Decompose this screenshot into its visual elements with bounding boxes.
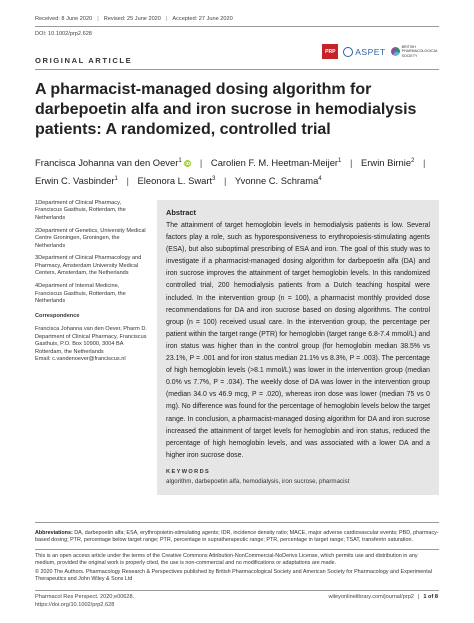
header-rule <box>35 26 439 27</box>
author[interactable]: Erwin Birnie$^2$ <box>361 157 415 169</box>
aspet-logo-text: ASPET <box>355 46 386 57</box>
keywords-list: algorithm, darbepoetin alfa, hemodialysis, iron sucrose, pharmacist <box>166 477 350 485</box>
correspondence-email[interactable]: Email: c.vandenoever@franciscus.nl <box>35 355 126 362</box>
section-rule <box>35 522 439 523</box>
footer-citation <box>35 594 134 609</box>
article-title: A pharmacist-managed dosing algorithm for darbepoetin alfa and iron sucrose in hemodialysis patients: A randomized, controlled trial <box>35 81 417 138</box>
publisher-logos <box>322 44 438 59</box>
article-type: ORIGINAL ARTICLE <box>35 56 133 65</box>
doi[interactable]: DOI: 10.1002/prp2.628 <box>35 31 92 37</box>
bps-logo-text: BRITISH PHARMACOLOGICAL SOCIETY <box>401 45 438 58</box>
separator: | <box>417 594 420 600</box>
article-dates <box>35 16 233 22</box>
correspondence-address: Francisca Johanna van den Oever, Pharm D. Department of Clinical Pharmacy, Franciscus Gasthuis, P.O. Box 10900, 3004 BA Rotterdam, the Netherlands <box>35 326 147 355</box>
page-number: 1 of 8 <box>423 594 438 600</box>
section-rule <box>35 549 439 550</box>
revised-date: Revised: 25 June 2020 <box>103 16 161 22</box>
doi-link[interactable]: https://doi.org/10.1002/prp2.628 <box>35 601 115 608</box>
copyright-statement: © 2020 The Authors. Pharmacology Research & Perspectives published by British Pharmacological Society and American Society for Pharmacology and Experimental Therapeutics and John Wiley & Sons Ltd <box>35 569 432 583</box>
abstract-heading: Abstract <box>166 208 196 217</box>
accepted-date: Accepted: 27 June 2020 <box>172 16 233 22</box>
journal-site-link[interactable]: wileyonlinelibrary.com/journal/prp2 <box>328 594 414 600</box>
author-list <box>35 153 445 189</box>
author[interactable]: Yvonne C. Schrama$^4$ <box>234 175 322 187</box>
keywords-heading: KEYWORDS <box>166 468 211 475</box>
affiliation: 1Department of Clinical Pharmacy, Franciscus Gasthuis, Rotterdam, the Netherlands <box>35 200 126 221</box>
prp-logo: PRP <box>322 44 338 59</box>
abstract-text: The attainment of target hemoglobin levels in hemodialysis patients is low. Several factors play a role, such as hyporesponsiveness to erythropoiesis-stimulating agents (ESA), but also suboptimal prescribing of ESA and iron. The goal of this study was to investigate if a pharmacist-managed dosing algorithm for darbepoetin alfa (DA) and iron sucrose improves the attainment of target hemoglobin levels. In this randomized controlled trial, 200 hemodialysis patients from a Dutch teaching hospital were included. In the intervention group (n = 100), a pharmacist monthly provided dose recommendations for DA and iron sucrose based on dosing algorithms. The control group (n = 100) received usual care. In the intervention group, the percentage per patient within the target range (PTR) for hemoglobin (target range 6.8-7.4 mmol/L) and iron status was higher than in the control group (for hemoglobin median 38.5% vs 23.1%, P = .001 and for iron status median 21.1% vs 8.3%, P = .003). The percentage of high hemoglobin levels (>8.1 mmol/L) was lower in the intervention group (median 0.0% vs 7.7%, P = .034). The weekly dose of DA was lower in the intervention group (median 34.0 vs 46.9 mcg, P = .020), whereas iron dose was lower (median 75 vs 0 mg). No difference was found for the percentage of hemoglobin levels below the target range. In conclusion, a pharmacist-managed dosing algorithm for DA and iron sucrose increased the attainment of target levels for hemoglobin and iron status, reduced the percentage of high hemoglobin levels, and was associated with a lower DA and a higher iron sucrose dose. <box>166 222 430 459</box>
orcid-icon[interactable]: iD <box>185 161 191 167</box>
author[interactable]: Eleonora L. Swart$^3$ <box>137 175 216 187</box>
bps-mark-icon <box>391 47 400 56</box>
affiliation: 3Department of Clinical Pharmacology and Pharmacy, Amsterdam University Medical Centers, Amsterdam, the Netherlands <box>35 255 142 277</box>
separator: | <box>224 175 227 187</box>
separator: | <box>199 157 203 169</box>
separator: | <box>97 16 99 22</box>
journal-citation: Pharmacol Res Perspect. 2020;e00628. <box>35 594 135 600</box>
affiliation: 4Department of Internal Medicine, Franciscus Gasthuis, Rotterdam, the Netherlands <box>35 283 126 304</box>
affiliations <box>35 200 147 369</box>
footer-page-info <box>329 594 438 600</box>
aspet-logo <box>343 47 385 57</box>
abbreviations: Abbreviations: DA, darbepoetin alfa; ESA, erythropoietin-stimulating agents; IDR, incidence density ratio; MACE, major adverse cardiovascular events; PBD, pharmacy-based dosing; PTR, percentage below target range; PTR, percentage in supratherapeutic range; PTR, percentage in target range; TSAT, transferrin saturation. <box>35 530 439 544</box>
kicker-rule <box>35 69 439 70</box>
author[interactable]: Francisca Johanna van den Oever$^1$ <box>35 157 182 169</box>
separator: | <box>126 175 129 187</box>
abstract-box <box>157 200 439 495</box>
affiliation: 2Department of Genetics, University Medical Centre Groningen, Groningen, the Netherlands <box>35 227 146 249</box>
separator: | <box>350 157 353 169</box>
separator: | <box>423 157 426 169</box>
author[interactable]: Erwin C. Vasbinder$^1$ <box>35 175 118 187</box>
author[interactable]: Carolien F. M. Heetman-Meijer$^1$ <box>210 157 342 169</box>
received-date: Received: 8 June 2020 <box>35 16 93 22</box>
footer-rule <box>35 590 439 591</box>
license-statement: This is an open access article under the terms of the Creative Commons Attribution-NonCommercial-NoDerivs License, which permits use and distribution in any medium, provided the original work is properly cited, the use is non-commercial and no modifications or adaptations are made. <box>35 553 418 567</box>
correspondence-heading: Correspondence <box>35 313 80 320</box>
bps-logo <box>391 45 438 58</box>
aspet-mark-icon <box>343 47 353 57</box>
separator: | <box>165 16 168 22</box>
